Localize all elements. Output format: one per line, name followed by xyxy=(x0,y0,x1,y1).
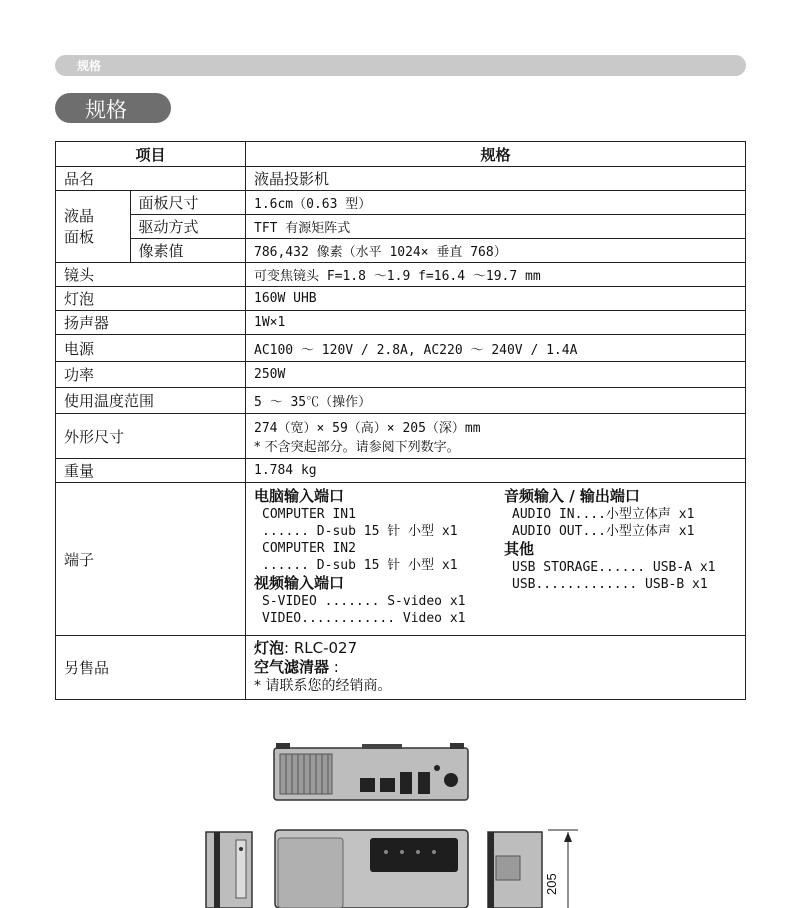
table-row xyxy=(56,459,746,483)
table-row xyxy=(56,215,746,239)
table-header-row xyxy=(56,142,746,167)
top-section-bar xyxy=(55,55,746,76)
table-row xyxy=(56,362,746,388)
product-name-label: 品名 xyxy=(56,167,246,191)
section-title-pill xyxy=(55,93,171,123)
ports-right-column xyxy=(504,487,737,627)
lamp-value: 160W UHB xyxy=(246,287,746,311)
table-row xyxy=(56,311,746,335)
video-input-heading: 视频输入端口 xyxy=(254,574,345,592)
sold-separately-label: 另售品 xyxy=(56,636,246,700)
speaker-label: 扬声器 xyxy=(56,311,246,335)
usb-storage: USB STORAGE...... USB-A x1 xyxy=(512,560,716,575)
pixels-label: 像素值 xyxy=(130,239,245,263)
product-name-value: 液晶投影机 xyxy=(246,167,746,191)
projector-top-view xyxy=(275,830,468,908)
lens-value: 可变焦镜头 F=1.8 ～1.9 f=16.4 ～19.7 mm xyxy=(246,263,746,287)
sold-separately-value xyxy=(246,636,746,700)
table-row xyxy=(56,335,746,362)
drive-method-label: 驱动方式 xyxy=(130,215,245,239)
projector-side-view-right xyxy=(488,832,542,908)
table-row xyxy=(56,167,746,191)
projector-side-view-left xyxy=(206,832,252,908)
table-row xyxy=(56,191,746,215)
power-value: AC100 ～ 120V / 2.8A, AC220 ～ 240V / 1.4A xyxy=(246,335,746,362)
computer-input-heading: 电脑输入端口 xyxy=(254,487,345,505)
computer-in2: COMPUTER IN2 xyxy=(262,541,356,556)
filter-part-label: 空气滤清器 xyxy=(254,658,330,676)
temperature-value: 5 ～ 35℃（操作） xyxy=(246,388,746,414)
usb-port: USB............. USB-B x1 xyxy=(512,577,708,592)
lamp-part-value: : RLC-027 xyxy=(284,639,358,657)
section-title: 规格 xyxy=(85,98,127,122)
panel-size-value: 1.6cm（0.63 型） xyxy=(246,191,746,215)
table-row xyxy=(56,414,746,459)
ports-label: 端子 xyxy=(56,483,246,636)
table-row xyxy=(56,388,746,414)
weight-label: 重量 xyxy=(56,459,246,483)
audio-heading: 音频输入 / 输出端口 xyxy=(504,487,640,505)
dimension-label: 205 xyxy=(544,873,559,895)
computer-in2-detail: ...... D-sub 15 针 小型 x1 xyxy=(262,558,458,573)
dimensions-value xyxy=(246,414,746,459)
table-row xyxy=(56,483,746,636)
other-heading: 其他 xyxy=(504,540,535,558)
svideo-port: S-VIDEO ....... S-video x1 xyxy=(262,594,466,609)
consumption-value: 250W xyxy=(246,362,746,388)
depth-dimension-marker xyxy=(544,830,578,908)
dimensions-note: * 不含突起部分。请参阅下列数字。 xyxy=(254,440,460,455)
top-bar-label: 规格 xyxy=(77,59,102,73)
power-label: 电源 xyxy=(56,335,246,362)
drive-method-value: TFT 有源矩阵式 xyxy=(246,215,746,239)
col-item-header: 项目 xyxy=(56,142,246,167)
speaker-value: 1W×1 xyxy=(246,311,746,335)
dimensions-label: 外形尺寸 xyxy=(56,414,246,459)
ports-left-column xyxy=(254,487,504,627)
computer-in1: COMPUTER IN1 xyxy=(262,507,356,522)
table-row xyxy=(56,636,746,700)
lamp-label: 灯泡 xyxy=(56,287,246,311)
table-row xyxy=(56,263,746,287)
dimensions-line1: 274（宽）× 59（高）× 205（深）mm xyxy=(254,421,481,436)
lamp-part-label: 灯泡 xyxy=(254,639,285,657)
panel-size-label: 面板尺寸 xyxy=(130,191,245,215)
spec-table xyxy=(55,141,746,700)
temperature-label: 使用温度范围 xyxy=(56,388,246,414)
computer-in1-detail: ...... D-sub 15 针 小型 x1 xyxy=(262,524,458,539)
ports-value xyxy=(246,483,746,636)
pixels-value: 786,432 像素（水平 1024× 垂直 768） xyxy=(246,239,746,263)
table-row xyxy=(56,287,746,311)
projector-rear-view xyxy=(274,743,468,800)
lcd-label: 液晶面板 xyxy=(56,191,131,263)
filter-part-value: : xyxy=(329,658,339,676)
video-port: VIDEO............ Video x1 xyxy=(262,611,466,626)
projector-drawings xyxy=(0,740,800,908)
col-spec-header: 规格 xyxy=(246,142,746,167)
dealer-note: * 请联系您的经销商。 xyxy=(254,678,392,694)
audio-in: AUDIO IN....小型立体声 x1 xyxy=(512,507,695,522)
consumption-label: 功率 xyxy=(56,362,246,388)
table-row xyxy=(56,239,746,263)
weight-value: 1.784 kg xyxy=(246,459,746,483)
lens-label: 镜头 xyxy=(56,263,246,287)
audio-out: AUDIO OUT...小型立体声 x1 xyxy=(512,524,695,539)
